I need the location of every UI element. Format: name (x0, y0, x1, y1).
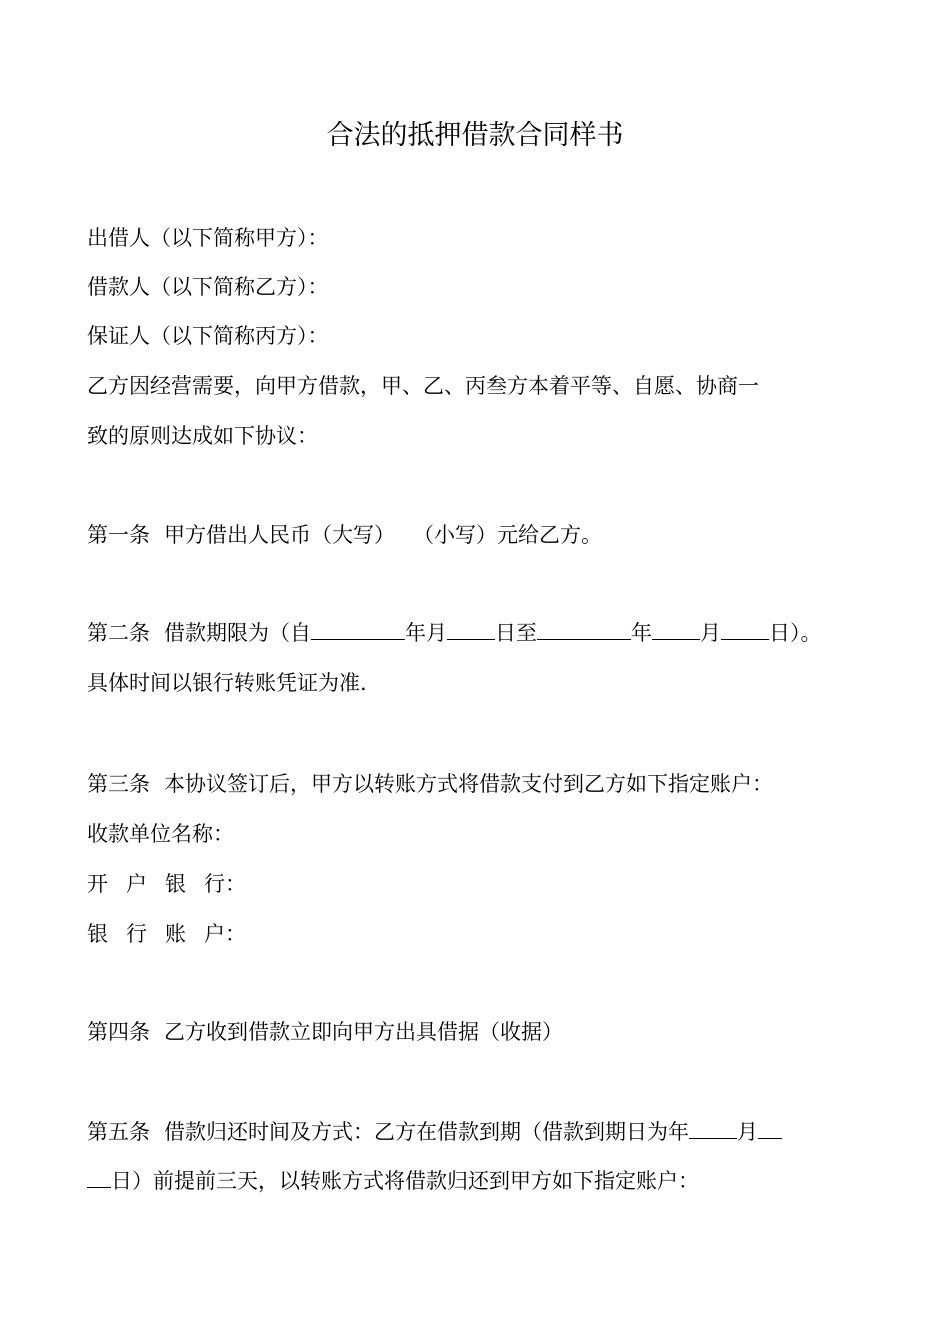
blank-end-year[interactable] (537, 619, 631, 640)
account-line (87, 918, 264, 950)
article-5-line-2-text: 日）前提前三天，以转账方式将借款归还到甲方如下指定账户： (111, 1169, 699, 1193)
article-2-part-6: 日）。 (769, 621, 822, 645)
blank-start-year[interactable] (311, 619, 405, 640)
article-2-part-2: 年月 (405, 621, 447, 645)
party-c-line: 保证人（以下简称丙方）： (87, 324, 329, 348)
article-2-label: 第二条 (87, 621, 150, 645)
article-2-part-3: 日至 (495, 621, 537, 645)
article-2 (87, 617, 822, 649)
payee-name-line: 收款单位名称： (87, 822, 234, 846)
article-5-line-2 (87, 1165, 699, 1197)
article-1-amount-lowercase: （小写）元给乙方。 (413, 523, 602, 547)
article-4-label: 第四条 (87, 1020, 150, 1044)
account-char: 行 (126, 922, 147, 946)
article-2-part-4: 年 (631, 621, 652, 645)
blank-due-day-end[interactable] (87, 1167, 111, 1188)
intro-line-2: 致的原则达成如下协议： (87, 424, 318, 448)
article-5-label: 第五条 (87, 1120, 150, 1144)
article-3-label: 第三条 (87, 772, 150, 796)
blank-due-month[interactable] (689, 1118, 737, 1139)
article-1-label: 第一条 (87, 523, 150, 547)
account-char: 银 (87, 922, 108, 946)
bank-char: 开 (87, 872, 108, 896)
article-5-part-2: 月 (737, 1120, 758, 1144)
article-2-part-1: 借款期限为（自 (164, 621, 311, 645)
article-5-part-1: 借款归还时间及方式：乙方在借款到期（借款到期日为年 (164, 1120, 689, 1144)
intro-line-1: 乙方因经营需要，向甲方借款，甲、乙、丙叁方本着平等、自愿、协商一 (87, 374, 759, 398)
article-5 (87, 1116, 782, 1148)
article-3 (87, 768, 773, 800)
blank-end-month[interactable] (652, 619, 700, 640)
article-3-text: 本协议签订后，甲方以转账方式将借款支付到乙方如下指定账户： (164, 772, 773, 796)
bank-char: 户 (126, 872, 147, 896)
bank-char: 银 (165, 872, 186, 896)
account-char: 户： (204, 922, 246, 946)
document-title: 合法的抵押借款合同样书 (326, 120, 624, 151)
party-b-line: 借款人（以下简称乙方）： (87, 275, 329, 299)
article-1 (87, 519, 602, 551)
blank-due-day-start[interactable] (758, 1118, 782, 1139)
article-4 (87, 1016, 563, 1048)
article-2-part-5: 月 (700, 621, 721, 645)
bank-line (87, 868, 264, 900)
article-4-text: 乙方收到借款立即向甲方出具借据（收据） (164, 1020, 563, 1044)
party-a-line: 出借人（以下简称甲方）： (87, 226, 329, 250)
article-1-amount-uppercase: 甲方借出人民币（大写） (164, 523, 395, 547)
blank-start-day[interactable] (447, 619, 495, 640)
article-2-line-2: 具体时间以银行转账凭证为准. (87, 671, 367, 695)
account-char: 账 (165, 922, 186, 946)
bank-char: 行： (204, 872, 246, 896)
blank-end-day[interactable] (721, 619, 769, 640)
